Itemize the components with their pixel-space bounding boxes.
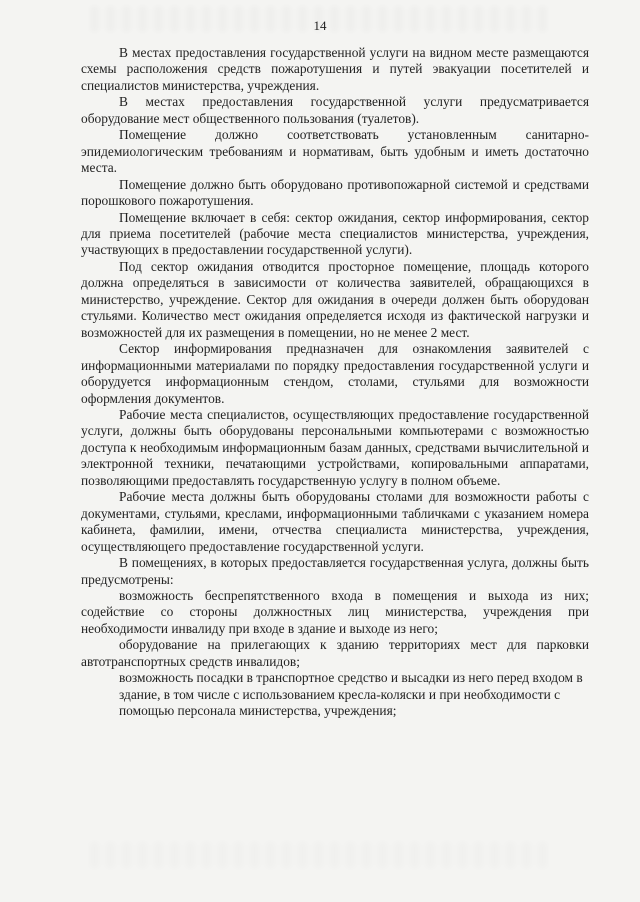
paragraph-workplaces-equipment: Рабочие места специалистов, осуществляющих предоставление государственной услуги, должны быть оборудованы персональными компьютерами с возможностью доступа к необходимым информационным базам данных, средствами вычислительной и электронной техники, печатающими устройствами, копировальными аппаратами, позволяющими предоставлять государственную услугу в полном объеме. bbox=[81, 406, 589, 488]
paragraph-waiting-sector: Под сектор ожидания отводится просторное помещение, площадь которого должна определяться в зависимости от количества заявителей, обращающихся в министерство, учреждение. Сектор для ожидания в очереди должен быть оборудован стульями. Количество мест ожидания определяется исходя из фактической нагрузки и возможностей для их размещения в помещении, но не менее 2 мест. bbox=[81, 258, 589, 340]
paragraph-free-access: возможность беспрепятственного входа в помещения и выхода из них; содействие со стороны должностных лиц министерства, учреждения при необходимости инвалиду при входе в здание и выходе из него; bbox=[81, 587, 589, 636]
paragraph-sanitary-requirements: Помещение должно соответствовать установленным санитарно-эпидемиологическим требованиям и нормативам, быть удобным и иметь достаточно места. bbox=[81, 127, 589, 176]
paragraph-vehicle-boarding: возможность посадки в транспортное средство и высадки из него перед входом в здание, в том числе с использованием кресла-коляски и при необходимости с помощью персонала министерства, учреждения; bbox=[119, 670, 583, 719]
scan-artifact-bottom bbox=[90, 842, 550, 868]
paragraph-evacuation-schemes: В местах предоставления государственной услуги на видном месте размещаются схемы расположения средств пожаротушения и путей эвакуации посетителей и специалистов министерства, учреждения. bbox=[81, 45, 589, 93]
paragraph-sectors: Помещение включает в себя: сектор ожидания, сектор информирования, сектор для приема посетителей (рабочие места специалистов министерства, учреждения, участвующих в предоставлении государственной услуги). bbox=[81, 209, 589, 258]
paragraph-toilets: В местах предоставления государственной услуги предусматривается оборудование мест общественного пользования (туалетов). bbox=[81, 94, 589, 126]
page-number: 14 bbox=[313, 18, 327, 33]
paragraph-information-sector: Сектор информирования предназначен для ознакомления заявителей с информационными материалами по порядку предоставления государственной услуги и оборудуется информационным стендом, столами, стульями для возможности оформления документов. bbox=[81, 341, 589, 406]
paragraph-workplaces-furniture: Рабочие места должны быть оборудованы столами для возможности работы с документами, стульями, креслами, информационными табличками с указанием номера кабинета, фамилии, имени, отчества специалиста министерства, учреждения, осуществляющего предоставление государственной услуги. bbox=[81, 489, 589, 554]
paragraph-parking: оборудование на прилегающих к зданию территориях мест для парковки автотранспортных средств инвалидов; bbox=[81, 637, 589, 669]
paragraph-fire-system: Помещение должно быть оборудовано противопожарной системой и средствами порошкового пожаротушения. bbox=[81, 176, 589, 209]
document-body bbox=[81, 45, 589, 720]
paragraph-premises-requirements: В помещениях, в которых предоставляется государственная услуга, должны быть предусмотрены: bbox=[81, 555, 589, 587]
